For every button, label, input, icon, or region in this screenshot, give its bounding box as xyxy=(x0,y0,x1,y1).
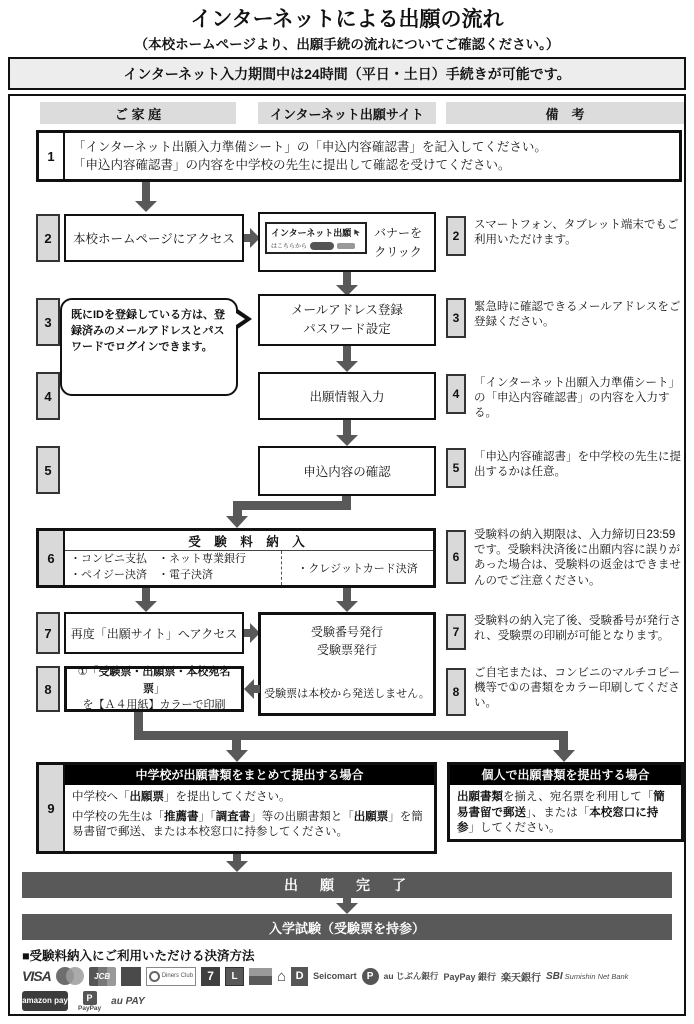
fee-payment-box xyxy=(36,528,436,588)
remark4-text: 「インターネット出願入力準備シート」の「申込内容確認書」の内容を入力する。 xyxy=(474,377,680,420)
step9-number: 9 xyxy=(39,765,65,851)
connector-8-9-left-drop xyxy=(232,731,241,750)
step5-number: 5 xyxy=(36,446,60,494)
issue-line2: 受験票発行 xyxy=(316,643,377,657)
step8-number: 8 xyxy=(36,666,60,712)
step7-number: 7 xyxy=(36,612,60,654)
remark5-number: 5 xyxy=(446,448,466,488)
connector-8-9-right-arrowhead-icon xyxy=(553,750,575,762)
logo-mastercard-icon xyxy=(56,967,84,985)
application-complete-bar: 出 願 完 了 xyxy=(22,872,672,898)
remark3-text: 緊急時に確認できるメールアドレスをご登録ください。 xyxy=(474,301,681,329)
arrow-mail-to-info-icon xyxy=(336,346,358,372)
logo-daily-yamazaki-icon: D xyxy=(291,967,308,986)
banner-button-icon xyxy=(310,242,334,250)
individual-submission-p: 出願書類を揃え、宛名票を利用して「簡易書留で郵送」、または「本校窓口に持参」してください。 xyxy=(457,791,665,835)
step2-number: 2 xyxy=(36,214,60,262)
arrow-banner-to-mail-icon xyxy=(336,272,358,296)
step1-line1: 「インターネット出願入力準備シート」の「申込内容確認書」を記入してください。 xyxy=(73,139,547,154)
fee-left-line1: ・コンビニ支払 ・ネット専業銀行 xyxy=(70,553,246,566)
logo-diners-club: Diners Club xyxy=(146,967,196,986)
arrow-number-to-print-icon xyxy=(244,679,260,699)
print-line1: ①「受験票・出願票・本校宛名票」 xyxy=(77,666,231,695)
column-header-remarks: 備 考 xyxy=(446,102,684,124)
page-title: インターネットによる出願の流れ xyxy=(190,8,504,31)
arrow-fee-to-number-icon xyxy=(336,588,358,612)
entrance-exam-bar: 入学試験（受験票を持参） xyxy=(22,914,672,940)
logo-sbi-sumishin: SBI Sumishin Net Bank xyxy=(545,970,629,982)
callout-pointer-inner-icon xyxy=(233,311,245,327)
step1-line2: 「申込内容確認書」の内容を中学校の先生に提出して確認を受けてください。 xyxy=(73,158,511,172)
remark7-text: 受験料の納入完了後、受験番号が発行され、受験票の印刷が可能となります。 xyxy=(474,615,681,643)
logo-amex-icon xyxy=(121,967,141,986)
arrow-step1-to-step2-icon xyxy=(135,182,157,212)
payment-methods-heading: ■受験料納入にご利用いただける決済方法 xyxy=(22,949,255,963)
mail-registration-box xyxy=(258,294,436,346)
fee-right-credit: ・クレジットカード決済 xyxy=(297,563,418,575)
column-header-family: ご 家 庭 xyxy=(40,102,236,124)
connector-8-9-horizontal xyxy=(134,731,568,740)
school-submission-box xyxy=(36,762,437,854)
issue-line1: 受験番号発行 xyxy=(310,625,383,639)
logo-ministop-icon: ⌂ xyxy=(277,967,287,985)
school-submission-p2: 中学校の先生は「推薦書」「調査書」等の出願書類と「出願票」を簡易書留で郵送、または本校窓口に持参してください。 xyxy=(72,810,423,839)
login-callout: 既にIDを登録している方は、登録済みのメールアドレスとパスワードでログインできます。 xyxy=(60,298,238,396)
mail-box-line2: パスワード設定 xyxy=(303,322,391,336)
column-header-site: インターネット出願サイト xyxy=(258,102,436,124)
connector-5-6-horizontal xyxy=(233,501,351,510)
banner-caption-line1: バナーを xyxy=(374,226,423,240)
remark3-number: 3 xyxy=(446,298,466,338)
exam-number-issue-box xyxy=(258,612,436,716)
logo-paypay-bank: PayPay 銀行 xyxy=(443,971,496,982)
arrow-complete-to-exam-icon xyxy=(336,898,358,914)
logo-jcb: JCB xyxy=(89,967,116,986)
step4-number: 4 xyxy=(36,372,60,420)
logo-au-jibun-bank: au じぶん銀行 xyxy=(383,971,439,981)
connector-8-9-right-drop xyxy=(559,731,568,750)
banner-box xyxy=(258,212,436,272)
banner-logo-icon xyxy=(337,243,355,249)
step1-number: 1 xyxy=(39,133,65,179)
banner-title: インターネット出願 xyxy=(271,228,352,238)
logo-au-pay: au PAY xyxy=(111,995,145,1007)
remark6-text: 受験料の納入期限は、入力締切日23:59です。受験料決済後に出願内容に誤りがあった場合は、受験料の返金はできませんのでご注意ください。 xyxy=(474,529,681,587)
fee-left-line2: ・ペイジー決済 ・電子決済 xyxy=(70,569,213,581)
remark4-number: 4 xyxy=(446,374,466,414)
logo-lawson-icon: L xyxy=(225,967,244,986)
print-documents-box xyxy=(64,666,244,712)
individual-submission-box xyxy=(447,762,684,842)
arrow-step9-to-complete-icon xyxy=(226,854,248,872)
step2-family-box: 本校ホームページにアクセス xyxy=(64,214,244,262)
diners-circle-icon xyxy=(149,971,160,982)
logo-familymart-icon xyxy=(249,968,272,985)
logo-visa: VISA xyxy=(22,968,51,984)
application-info-box: 出願情報入力 xyxy=(258,372,436,420)
issue-note: 受験票は本校から発送しません。 xyxy=(264,688,430,700)
logo-rakuten-bank: 楽天銀行 xyxy=(500,972,541,984)
remark8-text: ご自宅または、コンビニのマルチコピー機等で①の書類をカラー印刷してください。 xyxy=(474,667,681,710)
cursor-icon xyxy=(353,227,361,238)
step6-number: 6 xyxy=(39,531,65,585)
remark2-number: 2 xyxy=(446,216,466,256)
notice-banner: インターネット入力期間中は24時間（平日・土日）手続きが可能です。 xyxy=(8,57,686,90)
banner-subtext: はこちらから xyxy=(271,244,308,250)
logo-pay-easy-icon: P xyxy=(362,968,379,985)
mail-box-line1: メールアドレス登録 xyxy=(291,303,403,318)
remark5-text: 「申込内容確認書」を中学校の先生に提出するかは任意。 xyxy=(474,451,681,479)
remark7-number: 7 xyxy=(446,614,466,650)
application-banner-graphic xyxy=(265,222,367,254)
fee-box-heading: 受 験 料 納 入 xyxy=(65,531,433,551)
arrow-info-to-confirm-icon xyxy=(336,420,358,446)
logo-seicomart: Seicomart xyxy=(313,971,357,981)
logo-seven-eleven-icon: 7 xyxy=(201,967,220,986)
step3-number: 3 xyxy=(36,298,60,346)
banner-caption-line2: クリック xyxy=(374,244,422,259)
print-line2: を【Ａ４用紙】カラーで印刷 xyxy=(82,699,226,712)
step1-box xyxy=(36,130,682,182)
logo-paypay: P PayPay xyxy=(78,992,102,1012)
logo-amazon-pay: amazon pay xyxy=(22,991,68,1011)
connector-5-6-drop xyxy=(233,501,242,516)
confirm-contents-box: 申込内容の確認 xyxy=(258,446,436,496)
remark2-text: スマートフォン、タブレット端末でもご利用いただけます。 xyxy=(474,219,679,247)
reaccess-site-box: 再度「出願サイト」へアクセス xyxy=(64,612,244,654)
connector-8-9-left-arrowhead-icon xyxy=(226,750,248,762)
school-submission-p1: 中学校へ「出願票」を提出してください。 xyxy=(72,791,291,803)
payment-logos-row2 xyxy=(22,990,422,1012)
remark8-number: 8 xyxy=(446,668,466,716)
school-submission-header: 中学校が出願書類をまとめて提出する場合 xyxy=(65,765,434,785)
individual-submission-header: 個人で出願書類を提出する場合 xyxy=(450,765,681,785)
arrow-fee-to-step7-icon xyxy=(135,588,157,612)
payment-logos-row1 xyxy=(22,964,674,988)
remark6-number: 6 xyxy=(446,530,466,584)
page-subtitle: （本校ホームページより、出願手続の流れについてご確認ください。） xyxy=(134,37,560,52)
connector-5-6-arrowhead-icon xyxy=(226,516,248,528)
